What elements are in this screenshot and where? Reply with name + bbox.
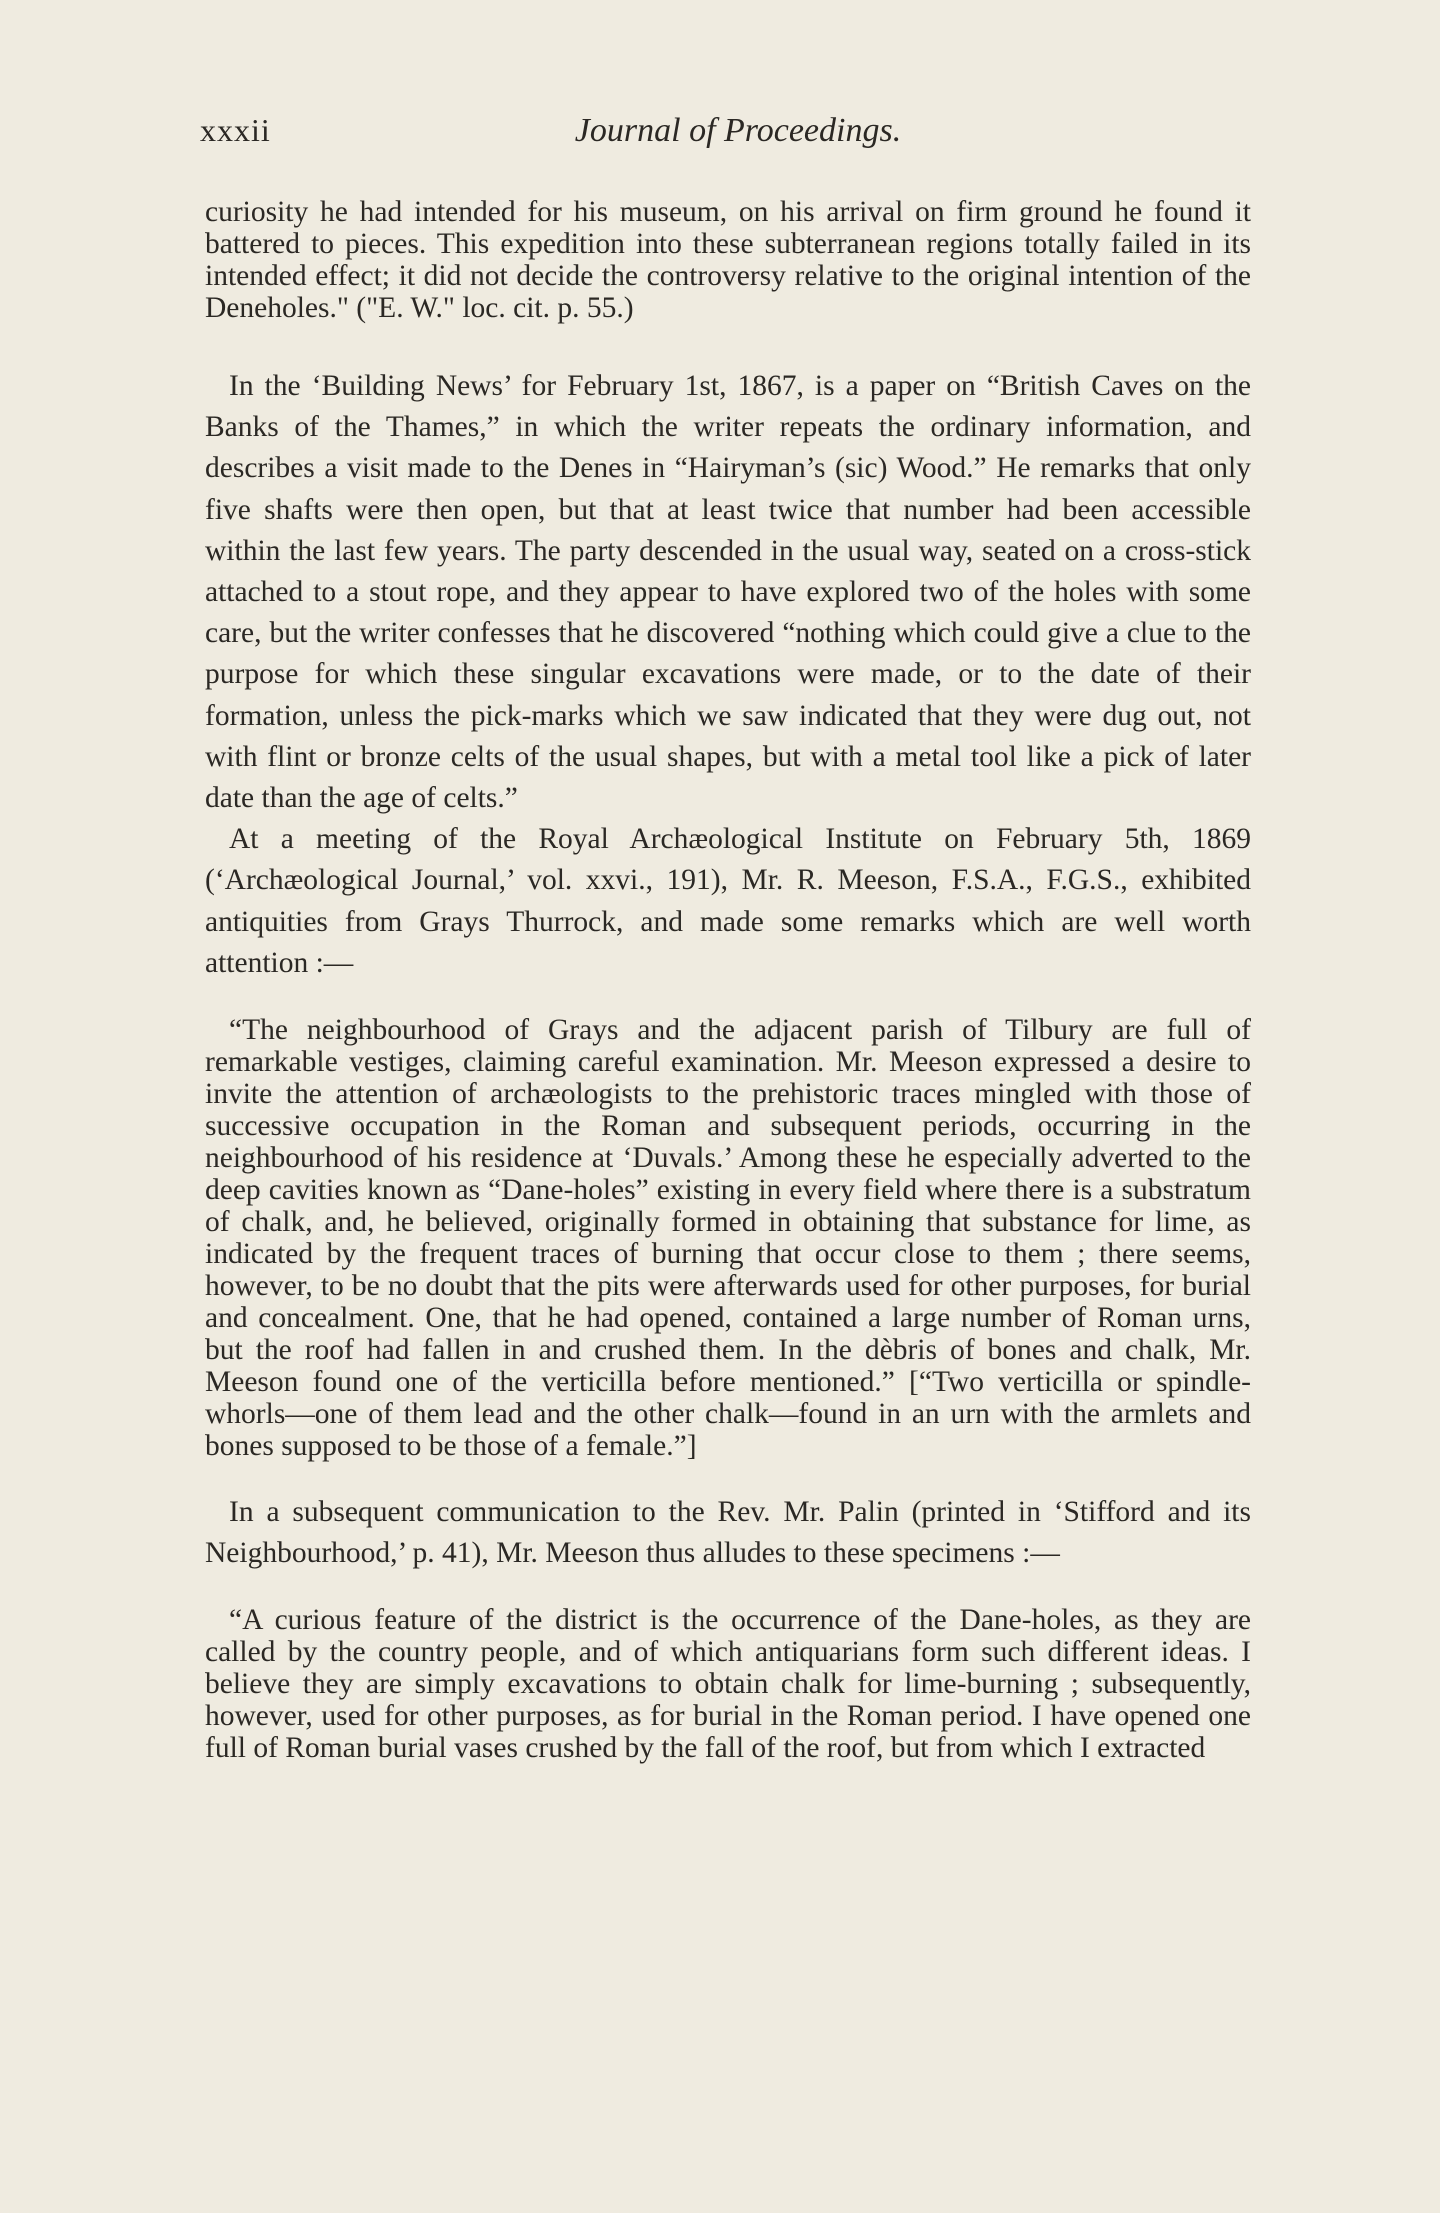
quotation-dane-holes: “A curious feature of the district is the occurrence of the Dane-holes, as they are called by the country people, and of which antiquarians form such different ideas. I believe they are simply excavations to obtain chalk for lime-burning ; subsequently, however, used for other purposes, as for burial in the Roman period. I have opened one full of Roman burial vases crushed by the fall of the roof, but from which I extracted — [205, 1604, 1251, 1765]
page-header — [200, 112, 1256, 156]
paragraph-palin: In a subsequent communication to the Rev. Mr. Palin (printed in ‘Stifford and its Neighbourhood,’ p. 41), Mr. Meeson thus alludes to these specimens :— — [205, 1496, 1251, 1570]
page-number: xxxii — [200, 112, 271, 148]
paragraph-building-news: In the ‘Building News’ for February 1st, 1867, is a paper on “British Caves on the Banks of the Thames,” in which the writer repeats the ordinary information, and describes a visit made to the Denes in “Hairyman’s (sic) Wood.” He remarks that only five shafts were then open, but that at least twice that number had been accessible within the last few years. The party descended in the usual way, seated on a cross-stick attached to a stout rope, and they appear to have explored two of the holes with some care, but the writer confesses that he discovered “nothing which could give a clue to the purpose for which these singular excavations were made, or to the date of their formation, unless the pick-marks which we saw indicated that they were dug out, not with flint or bronze celts of the usual shapes, but with a metal tool like a pick of later date than the age of celts.” — [205, 370, 1251, 815]
body-text — [205, 196, 1251, 1764]
running-title: Journal of Proceedings. — [574, 112, 902, 149]
quotation-meeson: “The neighbourhood of Grays and the adjacent parish of Tilbury are full of remarkable vestiges, claiming careful examination. Mr. Meeson expressed a desire to invite the attention of archæologists to the prehistoric traces mingled with those of successive occupation in the Roman and subsequent periods, occurring in the neighbourhood of his residence at ‘Duvals.’ Among these he especially adverted to the deep cavities known as “Dane-holes” existing in every field where there is a substratum of chalk, and, he believed, originally formed in obtaining that substance for lime, as indicated by the frequent traces of burning that occur close to them ; there seems, however, to be no doubt that the pits were afterwards used for other purposes, for burial and concealment. One, that he had opened, contained a large number of Roman urns, but the roof had fallen in and crushed them. In the dèbris of bones and chalk, Mr. Meeson found one of the verticilla before mentioned.” [“Two verticilla or spindle-whorls—one of them lead and the other chalk—found in an urn with the armlets and bones supposed to be those of a female.”] — [205, 1014, 1251, 1463]
paragraph-royal-institute: At a meeting of the Royal Archæological Institute on February 5th, 1869 (‘Archæological Journal,’ vol. xxvi., 191), Mr. R. Meeson, F.S.A., F.G.S., exhibited antiquities from Grays Thurrock, and made some remarks which are well worth attention :— — [205, 823, 1251, 979]
paragraph-continuation: curiosity he had intended for his museum, on his arrival on firm ground he found it battered to pieces. This expedition into these subterranean regions totally failed in its intended effect; it did not decide the controversy relative to the original intention of the Deneholes." ("E. W." loc. cit. p. 55.) — [205, 196, 1251, 324]
